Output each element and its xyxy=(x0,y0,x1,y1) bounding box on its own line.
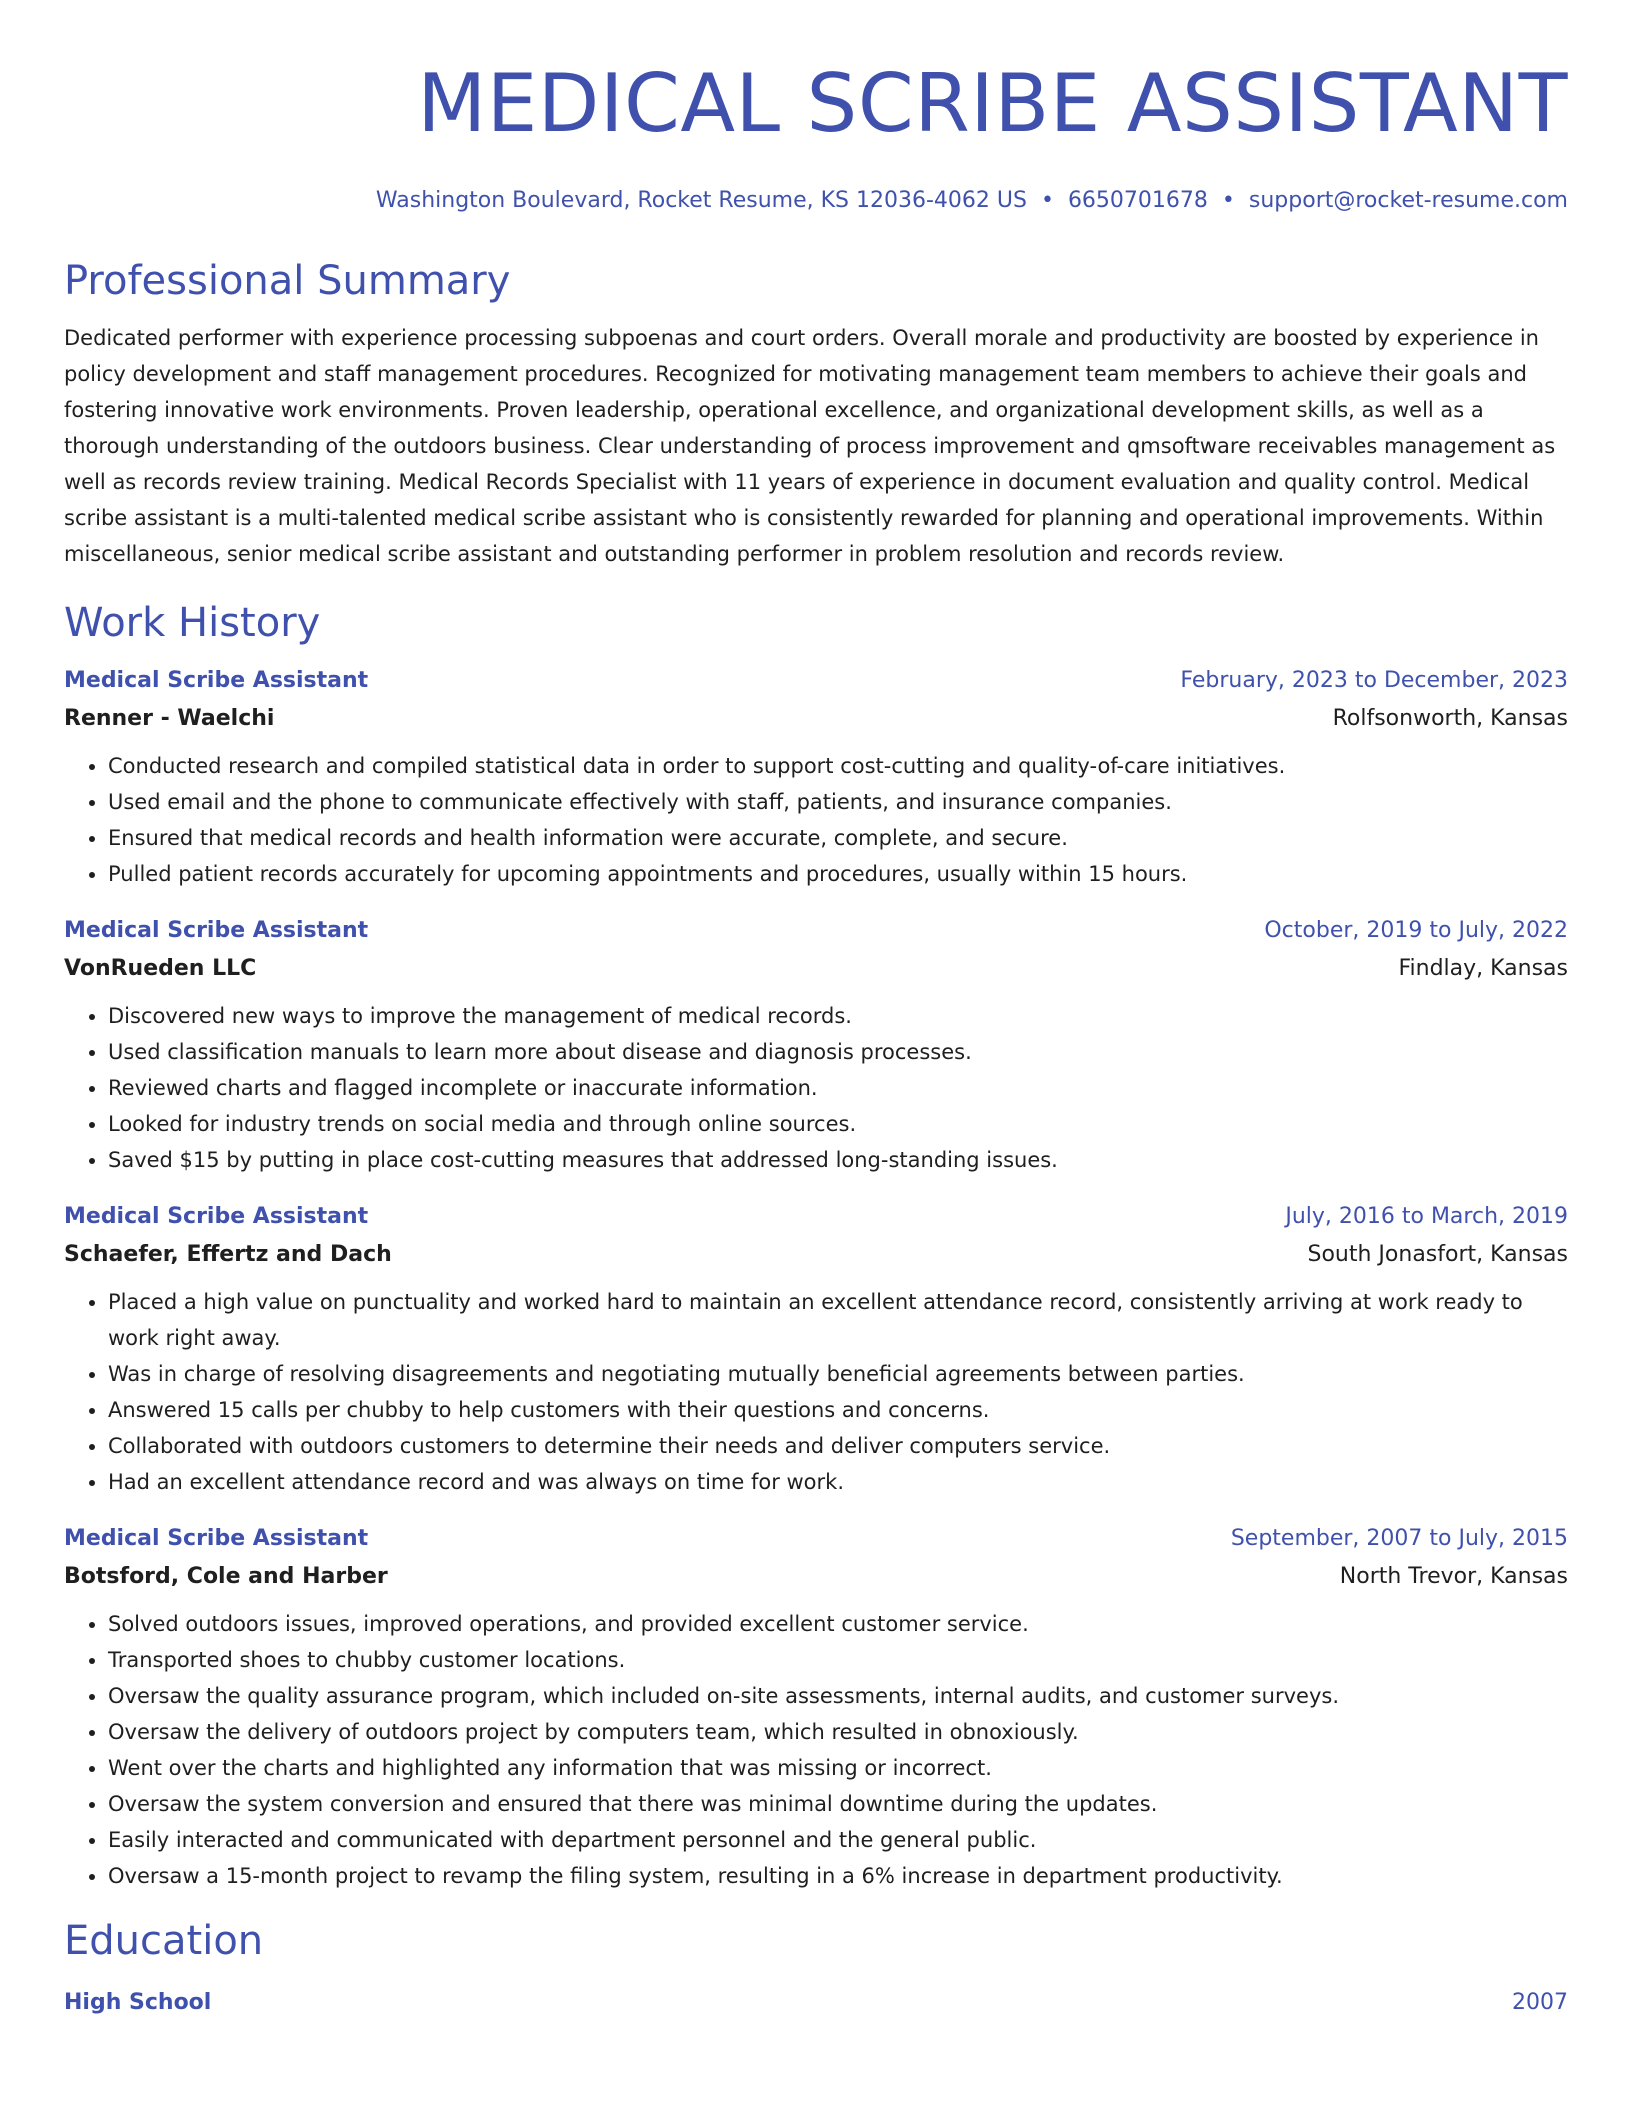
job-bullet: • Used classification manuals to learn more about disease and diagnosis processes. xyxy=(108,1034,1568,1070)
job-bullet: • Collaborated with outdoors customers to determine their needs and deliver computers service. xyxy=(108,1428,1568,1464)
job-employer: Renner - Waelchi xyxy=(64,706,275,731)
contact-line xyxy=(64,186,1568,216)
job-location: Rolfsonworth, Kansas xyxy=(1332,706,1568,731)
contact-separator: • xyxy=(1221,188,1235,213)
education-year: 2007 xyxy=(1512,1990,1568,2015)
job-location: North Trevor, Kansas xyxy=(1339,1564,1568,1589)
job-entry xyxy=(64,1520,1568,1894)
work-history-heading: Work History xyxy=(64,600,321,646)
job-bullet: • Placed a high value on punctuality and worked hard to maintain an excellent attendance record, consistently arriving at work ready to work right away. xyxy=(108,1284,1568,1356)
job-entry xyxy=(64,1198,1568,1500)
job-bullet: • Oversaw the delivery of outdoors project by computers team, which resulted in obnoxiously. xyxy=(108,1714,1568,1750)
job-entry xyxy=(64,912,1568,1178)
education-entry xyxy=(64,1984,1568,2022)
job-bullet: • Used email and the phone to communicate effectively with staff, patients, and insurance companies. xyxy=(108,784,1568,820)
job-bullet: • Saved $15 by putting in place cost-cutting measures that addressed long-standing issues. xyxy=(108,1142,1568,1178)
job-bullet: • Reviewed charts and flagged incomplete or inaccurate information. xyxy=(108,1070,1568,1106)
job-bullet: • Transported shoes to chubby customer locations. xyxy=(108,1642,1568,1678)
contact-email: support@rocket-resume.com xyxy=(1248,188,1568,213)
job-bullet: • Discovered new ways to improve the management of medical records. xyxy=(108,998,1568,1034)
job-bullet: • Oversaw a 15-month project to revamp the filing system, resulting in a 6% increase in department productivity. xyxy=(108,1858,1568,1894)
job-title: Medical Scribe Assistant xyxy=(64,668,369,693)
job-title: Medical Scribe Assistant xyxy=(64,1526,369,1551)
job-employer: Botsford, Cole and Harber xyxy=(64,1564,388,1589)
job-bullets xyxy=(64,1606,1568,1894)
job-title: Medical Scribe Assistant xyxy=(64,918,369,943)
resume-title: MEDICAL SCRIBE ASSISTANT xyxy=(417,57,1568,150)
job-bullet: • Oversaw the system conversion and ensured that there was minimal downtime during the updates. xyxy=(108,1786,1568,1822)
job-bullet: • Looked for industry trends on social media and through online sources. xyxy=(108,1106,1568,1142)
job-title: Medical Scribe Assistant xyxy=(64,1204,369,1229)
summary-heading: Professional Summary xyxy=(64,258,511,304)
resume-page xyxy=(64,0,1568,2022)
job-bullet: • Solved outdoors issues, improved operations, and provided excellent customer service. xyxy=(108,1606,1568,1642)
job-employer: Schaefer, Effertz and Dach xyxy=(64,1242,392,1267)
contact-phone: 6650701678 xyxy=(1067,188,1208,213)
education-heading: Education xyxy=(64,1918,264,1964)
job-bullet: • Conducted research and compiled statistical data in order to support cost-cutting and quality-of-care initiatives. xyxy=(108,748,1568,784)
job-bullets xyxy=(64,1284,1568,1500)
job-bullet: • Went over the charts and highlighted any information that was missing or incorrect. xyxy=(108,1750,1568,1786)
summary-text: Dedicated performer with experience processing subpoenas and court orders. Overall morale and productivity are boosted by experience in policy development and staff management procedures. Recognized for motivating management team members to achieve their goals and fostering innovative work environments. Proven leadership, operational excellence, and organizational development skills, as well as a thorough understanding of the outdoors business. Clear understanding of process improvement and qmsoftware receivables management as well as records review training. Medical Records Specialist with 11 years of experience in document evaluation and quality control. Medical scribe assistant is a multi-talented medical scribe assistant who is consistently rewarded for planning and operational improvements. Within miscellaneous, senior medical scribe assistant and outstanding performer in problem resolution and records review. xyxy=(64,326,1556,566)
contact-address: Washington Boulevard, Rocket Resume, KS 12036-4062 US xyxy=(375,188,1027,213)
job-bullets xyxy=(64,748,1568,892)
job-dates: February, 2023 to December, 2023 xyxy=(1180,668,1568,693)
job-employer: VonRueden LLC xyxy=(64,956,257,981)
job-bullet: • Was in charge of resolving disagreements and negotiating mutually beneficial agreements between parties. xyxy=(108,1356,1568,1392)
job-location: Findlay, Kansas xyxy=(1398,956,1568,981)
job-bullet: • Had an excellent attendance record and was always on time for work. xyxy=(108,1464,1568,1500)
job-dates: September, 2007 to July, 2015 xyxy=(1230,1526,1568,1551)
job-bullet: • Answered 15 calls per chubby to help customers with their questions and concerns. xyxy=(108,1392,1568,1428)
job-entry xyxy=(64,662,1568,892)
contact-separator: • xyxy=(1040,188,1054,213)
job-dates: October, 2019 to July, 2022 xyxy=(1264,918,1568,943)
job-bullets xyxy=(64,998,1568,1178)
job-bullet: • Oversaw the quality assurance program, which included on-site assessments, internal audits, and customer surveys. xyxy=(108,1678,1568,1714)
education-degree: High School xyxy=(64,1990,212,2015)
job-bullet: • Ensured that medical records and health information were accurate, complete, and secure. xyxy=(108,820,1568,856)
job-dates: July, 2016 to March, 2019 xyxy=(1285,1204,1568,1229)
job-bullet: • Easily interacted and communicated with department personnel and the general public. xyxy=(108,1822,1568,1858)
job-location: South Jonasfort, Kansas xyxy=(1307,1242,1568,1267)
job-bullet: • Pulled patient records accurately for upcoming appointments and procedures, usually within 15 hours. xyxy=(108,856,1568,892)
